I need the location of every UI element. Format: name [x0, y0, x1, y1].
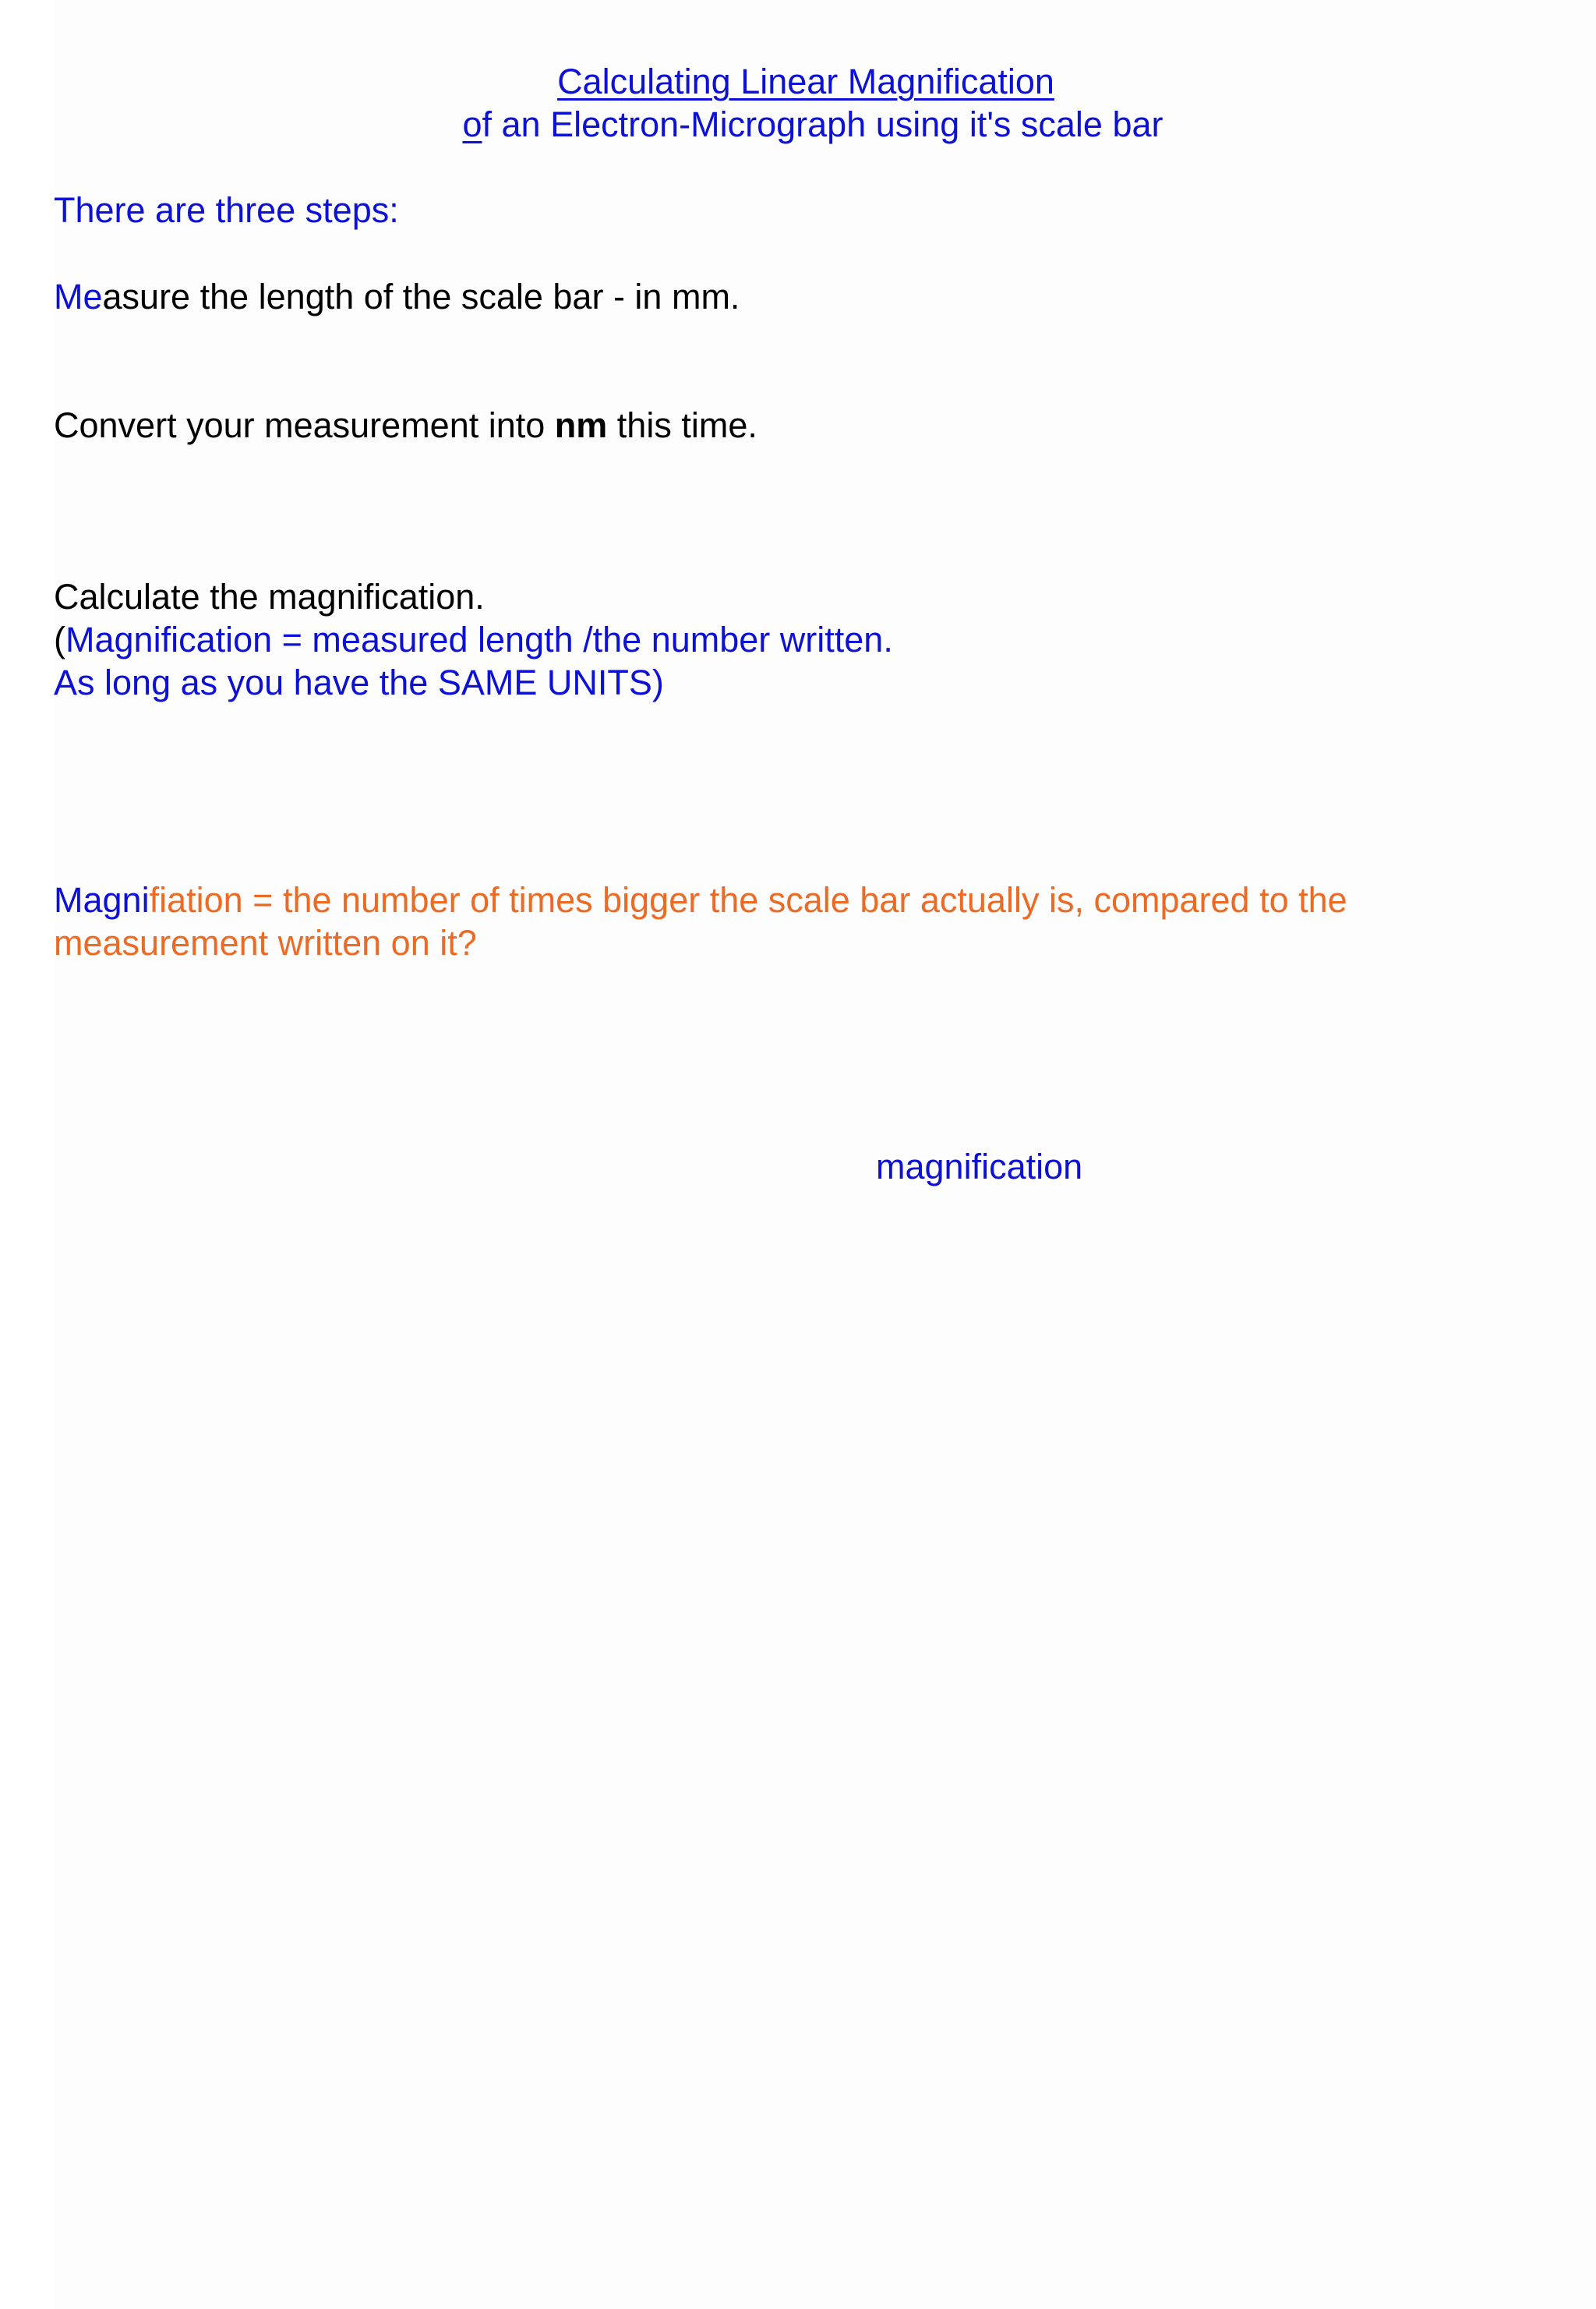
title-text: Calculating Linear Magnification	[557, 62, 1054, 101]
step-2-text-after: this time.	[607, 405, 757, 445]
definition-line-1	[54, 879, 1347, 922]
definition-line-2: measurement written on it?	[54, 923, 477, 963]
definition-text: fiation = the number of times bigger the scale bar actually is, compared to the	[149, 880, 1347, 920]
step-3-open-paren: (	[54, 620, 65, 659]
step-2	[54, 404, 757, 447]
step-3-line-3: As long as you have the SAME UNITS)	[54, 663, 664, 702]
step-3-line-2	[54, 618, 893, 662]
title-line-2-rest: f an Electron-Micrograph using it's scale bar	[482, 104, 1163, 144]
step-1	[54, 275, 740, 319]
title-line-1	[0, 60, 1596, 104]
definition-prefix: Magni	[54, 880, 150, 920]
step-1-prefix: Me	[54, 277, 103, 316]
magnification-label: magnification	[876, 1147, 1083, 1186]
step-1-text: asure the length of the scale bar - in mm.	[102, 277, 740, 316]
step-2-text-before: Convert your measurement into	[54, 405, 555, 445]
step-3-formula: Magnification = measured length /the number written.	[65, 620, 893, 659]
title-underlined-letter: o	[462, 104, 482, 144]
title-line-2	[0, 103, 1596, 147]
page-background	[55, 0, 1596, 2309]
step-2-unit: nm	[554, 405, 608, 445]
step-3-line-1: Calculate the magnification.	[54, 577, 485, 617]
intro-text: There are three steps:	[54, 190, 399, 230]
